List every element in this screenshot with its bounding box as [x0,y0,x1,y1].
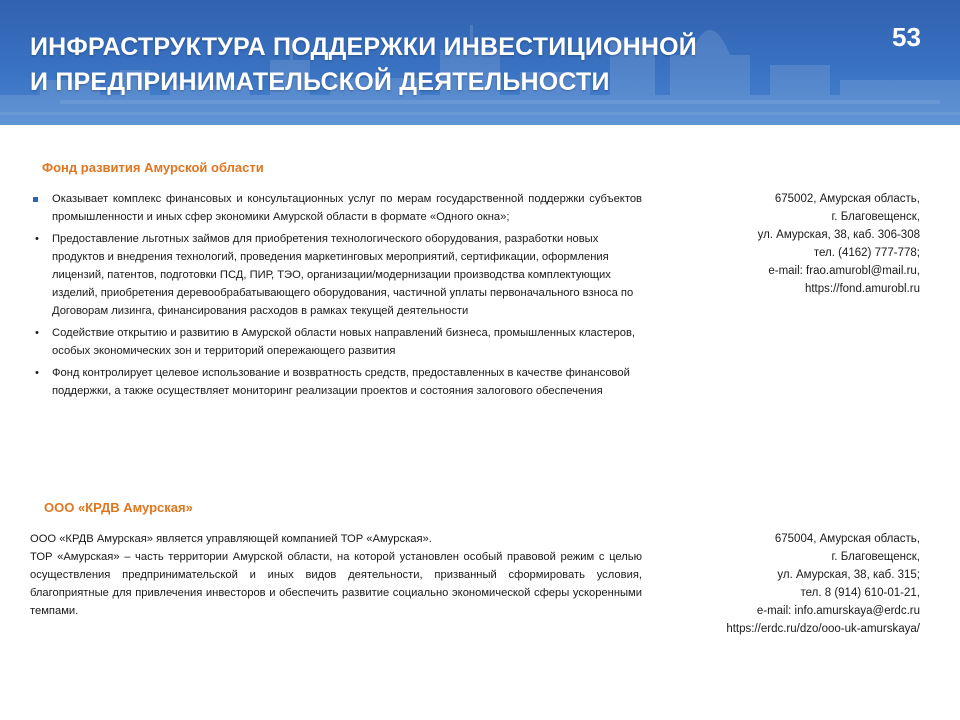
contact-line: тел. (4162) 777-778; [813,247,920,259]
page-title [30,30,697,100]
list-item-text: Предоставление льготных займов для приобретения технологического оборудования, разработки новых продуктов и внедрения технологий, проведения маркетинговых мероприятий, сертификации, оформления лицензий, патентов, подготовки ПСД, ПИР, ТЭО, организации/модернизации производства комплектующих изделий, приобретения деревообрабатывающего оборудования, частичной уплаты первоначального взноса по Договорам лизинга, финансирования расходов в рамках текущей деятельности [52,233,634,317]
paragraph: ООО «КРДВ Амурская» является управляющей компанией ТОР «Амурская». [30,533,432,545]
header-banner [0,0,960,125]
bullet-icon: • [35,327,39,339]
list-item [30,324,642,360]
title-line-2: И ПРЕДПРИНИМАТЕЛЬСКОЙ ДЕЯТЕЛЬНОСТИ [30,68,610,96]
org2-name: ООО «КРДВ Амурская» [44,500,193,515]
list-item-text: Содействие открытию и развитию в Амурской области новых направлений бизнеса, промышленных кластеров, особых экономических зон и территорий опережающего развития [52,327,636,357]
contact-line: г. Благовещенск, [831,211,920,223]
list-item [30,364,642,400]
title-line-1: ИНФРАСТРУКТУРА ПОДДЕРЖКИ ИНВЕСТИЦИОННОЙ [30,33,697,61]
page-number: 53 [892,22,921,52]
list-item [30,230,642,320]
website-text: https://erdc.ru/dzo/ooo-uk-amurskaya/ [726,623,920,635]
contact-line: г. Благовещенск, [831,551,920,563]
org2-contacts [726,530,920,638]
website-text: https://fond.amurobl.ru [804,283,920,295]
paragraph: ТОР «Амурская» – часть территории Амурской области, на которой установлен особый правовой режим с целью осуществления предпринимательской и иных видов деятельности, призванный сформировать условия, благоприятные для привлечения инвесторов и обеспечить развитие социально экономической сферы ускоренными темпами. [30,551,642,617]
bullet-icon: • [35,367,39,379]
contact-line: 675002, Амурская область, [774,193,920,205]
list-item-text: Фонд контролирует целевое использование и возвратность средств, предоставленных в качестве финансовой поддержки, а также осуществляет мониторинг реализации проектов и состояния залогового обеспечения [52,367,630,397]
org2-description [30,530,642,620]
square-bullet-icon [33,197,38,202]
list-item [30,190,642,226]
bullet-icon: • [35,233,39,245]
email-text: e-mail: info.amurskaya@erdc.ru [756,605,920,617]
contact-line: ул. Амурская, 38, каб. 315; [777,569,920,581]
org1-services-list [30,190,642,404]
contact-line: тел. 8 (914) 610-01-21, [800,587,920,599]
contact-line: 675004, Амурская область, [774,533,920,545]
contact-line: ул. Амурская, 38, каб. 306-308 [757,229,920,241]
email-text: e-mail: frao.amurobl@mail.ru, [768,265,920,277]
list-item-text: Оказывает комплекс финансовых и консультационных услуг по мерам государственной поддержки субъектов промышленности и иных сфер экономики Амурской области в формате «Одного окна»; [52,193,642,223]
org1-name: Фонд развития Амурской области [42,160,264,175]
org1-contacts [758,190,920,298]
